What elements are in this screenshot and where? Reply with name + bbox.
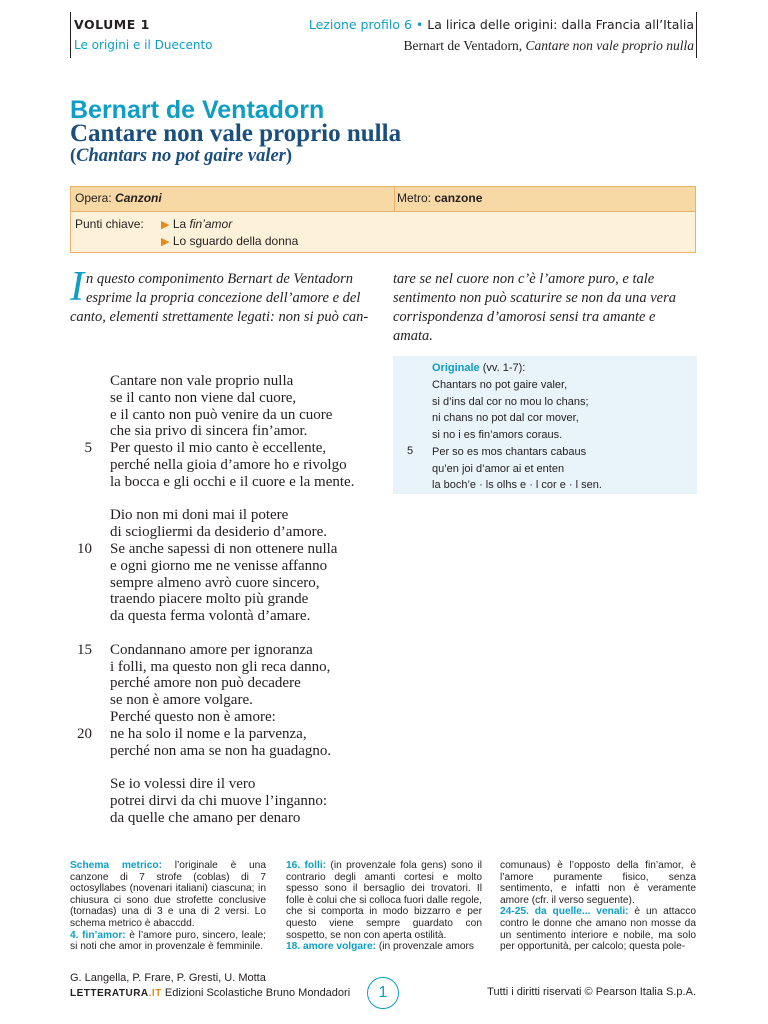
notes-column-2: [286, 860, 482, 953]
original-line: si d’ins dal cor no mou lo chans;: [432, 395, 589, 408]
punti-label: Punti chiave:: [75, 217, 144, 231]
poem-line-text: se non è amore volgare.: [110, 692, 253, 709]
original-heading: [432, 362, 525, 374]
volume-label: VOLUME 1: [74, 17, 150, 32]
poem-line-text: perché nella gioia d’amore ho e rivolgo: [110, 457, 347, 473]
poem-line-text: da quelle che amano per denaro: [110, 809, 301, 826]
poem-line-text: e il canto non può venire da un cuore: [110, 406, 333, 423]
line-number: 15: [77, 641, 92, 658]
original-title-open: (: [70, 146, 77, 166]
note-label: 18. amore volgare:: [286, 941, 377, 953]
note-text: (in provenzale fola gens) sono il contrario degli amanti cortesi e molto spesso sono il bersaglio dei trovatori. Il folle è colui che si colloca fuori dalle regole, che si comporta in modo bizzarro e per questo viene sempre guardato con sospetto, se non con aperta ostilità.: [286, 860, 482, 941]
logo-text-b: .IT: [148, 988, 162, 999]
original-line: Per so es mos chantars cabaus: [432, 445, 587, 458]
info-box: [70, 186, 696, 253]
original-line: Chantars no pot gaire valer,: [432, 379, 568, 391]
lesson-title: La lirica delle origini: dalla Francia all’Italia: [427, 17, 694, 32]
author-heading: Bernart de Ventadorn: [70, 96, 325, 124]
poem-line-text: la bocca e gli occhi e il cuore e la mente.: [110, 473, 355, 490]
volume-subtitle: Le origini e il Duecento: [74, 38, 213, 52]
note-text: è l’amore puro, sincero, leale; si noti che amor in provenzale è femminile.: [70, 929, 266, 953]
poem-line-text: sempre almeno avrò cuore sincero,: [110, 574, 320, 591]
poem-line-text: Se io volessi dire il vero: [110, 776, 256, 793]
logo-text-a: LETTERATURA: [70, 988, 149, 999]
poem-line-text: da questa ferma volontà d’amare.: [110, 608, 311, 625]
poem-title: Cantare non vale proprio nulla: [70, 120, 402, 147]
opera-label: Opera:: [75, 191, 112, 205]
punti-item-1-b: fin’amor: [189, 217, 233, 231]
poem-line-text: Cantare non vale proprio nulla: [110, 373, 294, 389]
line-number: 20: [77, 725, 92, 742]
lesson-label: Lezione profilo 6: [308, 17, 412, 32]
note-label: 24-25. da quelle... venali:: [500, 906, 629, 918]
drop-cap: I: [70, 264, 84, 310]
poem-line-text: traendo piacere molto più grande: [110, 591, 309, 608]
line-number: 5: [84, 440, 92, 457]
poem-line-text: Se anche sapessi di non ottenere nulla: [110, 541, 338, 557]
note-entry: [500, 906, 696, 952]
punti-item-2-text: Lo sguardo della donna: [172, 234, 299, 248]
author-work-header: [404, 38, 694, 54]
poem-line-text: che sia privo di sincera fin’amor.: [110, 423, 308, 440]
metro-label: Metro:: [397, 191, 432, 205]
note-entry: [500, 860, 696, 906]
line-number: 10: [77, 541, 92, 557]
note-text: l’originale è una canzone di 7 strofe (coblas) di 7 octosyllabes (novenari italiani) ciascuna; in chiusura ci sono due strofette conclusive (tornadas) una di 3 e una di 2 versi. Lo schema metrico è abaccdd.: [70, 860, 266, 929]
original-line: qu’en joi d’amor ai et enten: [432, 462, 565, 475]
opera-value: Canzoni: [115, 191, 162, 205]
poem-line-text: Per questo il mio canto è eccellente,: [110, 440, 327, 457]
header-work-title: Cantare non vale proprio nulla: [525, 38, 694, 53]
punti-item-1: [161, 217, 232, 231]
bullet: •: [415, 17, 424, 32]
original-line-number: 5: [407, 445, 414, 457]
opera-field: [75, 191, 162, 205]
note-label: Schema metrico:: [70, 860, 163, 871]
poem-line-text: se il canto non viene dal cuore,: [110, 389, 297, 406]
original-title-close: ): [285, 146, 293, 166]
notes-column-1: [70, 860, 266, 953]
triangle-arrow-icon: ▶: [161, 219, 170, 231]
poem-line-text: Perché questo non è amore:: [110, 709, 276, 725]
intro-left: [70, 264, 376, 327]
original-line: la boch’e · ls olhs e · l cor e · l sen.: [432, 479, 602, 492]
letteratura-logo: [70, 988, 162, 999]
original-line: ni chans no pot dal cor mover,: [432, 412, 579, 425]
poem-line-text: di sciogliermi da desiderio d’amore.: [110, 524, 328, 541]
original-title: [70, 146, 292, 167]
info-box-header: [71, 187, 695, 212]
poem-line-text: e ogni giorno me ne venisse affanno: [110, 557, 328, 574]
note-entry: [70, 860, 266, 930]
note-text: è un attacco contro le donne che amano non mosse da un sentimento interiore e nobile, ma solo per opportunità, per calcolo; questa pole-: [500, 906, 696, 953]
notes-column-3: [500, 860, 696, 953]
note-label: 4. fin’amor:: [70, 929, 126, 941]
lesson-header: [309, 17, 694, 32]
poem-line-text: Dio non mi doni mai il potere: [110, 507, 289, 524]
original-line: si no i es fin’amors coraus.: [432, 429, 563, 442]
note-text: (in provenzale amors: [376, 941, 474, 953]
poem-line-text: ne ha solo il nome e la parvenza,: [110, 725, 307, 742]
poem-line-text: potrei dirvi da chi muove l’inganno:: [110, 793, 328, 809]
header-rule-right: [696, 12, 697, 58]
original-range: (vv. 1-7):: [482, 362, 526, 374]
triangle-arrow-icon: ▶: [161, 236, 170, 248]
page-number: 1: [367, 977, 399, 1009]
header-rule-left: [70, 12, 71, 58]
punti-item-1-a: La: [172, 217, 187, 231]
metro-field: [397, 191, 482, 205]
punti-item-2: [161, 234, 298, 248]
publisher-name: Edizioni Scolastiche Bruno Mondadori: [164, 987, 351, 999]
footer-authors: G. Langella, P. Frare, P. Gresti, U. Motta: [70, 972, 266, 984]
intro-right: tare se nel cuore non c’è l’amore puro, e tale sentimento non può scaturire se non da una vera corrispondenza d’amorosi sensi tra amante e amata.: [393, 271, 676, 344]
footer-publisher: [70, 987, 350, 999]
note-entry: [286, 941, 482, 953]
poem-line-text: perché amore non può decadere: [110, 675, 301, 692]
note-label: 16. folli:: [286, 860, 327, 871]
intro-left-text: n questo componimento Bernart de Ventadorn esprime la propria concezione dell’amore e del canto, elementi strettamente legati: non si può can-: [70, 271, 369, 325]
note-entry: [70, 930, 266, 953]
metro-value: canzone: [434, 191, 483, 205]
original-label: Originale: [432, 362, 480, 374]
poem-line-text: Condannano amore per ignoranza: [110, 641, 313, 658]
poem-line-text: i folli, ma questo non gli reca danno,: [110, 658, 331, 675]
footer-rights: Tutti i diritti riservati © Pearson Italia S.p.A.: [487, 986, 696, 998]
info-box-divider: [394, 187, 395, 211]
original-text-box: [393, 356, 697, 494]
header-author: Bernart de Ventadorn,: [403, 38, 523, 53]
original-title-text: Chantars no pot gaire valer: [76, 146, 286, 166]
note-entry: [286, 860, 482, 941]
poem-line-text: perché non ama se non ha guadagno.: [110, 742, 332, 759]
note-text: comunaus) è l’opposto della fin’amor, è l’amore puramente fisico, senza sentimento, e infatti non è veramente amore (cfr. il verso seguente).: [500, 860, 696, 906]
